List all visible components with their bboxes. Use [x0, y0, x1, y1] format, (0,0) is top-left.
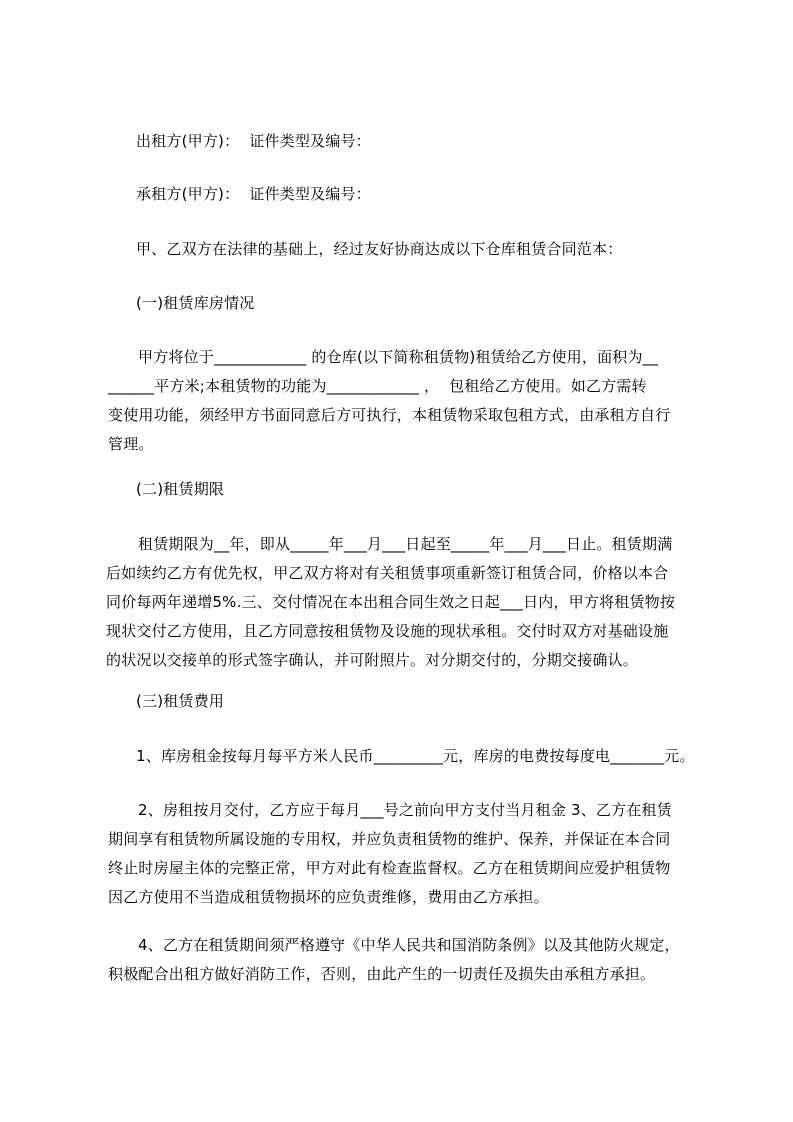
- lessee-header: 承租方(甲方)： 证件类型及编号：: [136, 185, 371, 203]
- rent-item-4-line: 积极配合出租方做好消防工作，否则，由此产生的一切责任及损失由承租方承担。: [108, 965, 656, 983]
- section1-line: 变使用功能，须经甲方书面同意后方可执行，本租赁物采取包租方式，由承租方自行: [108, 406, 671, 424]
- rent-item-4-paragraph: [108, 931, 680, 989]
- intro-paragraph: 甲、乙双方在法律的基础上，经过友好协商达成以下仓库租赁合同范本：: [136, 240, 623, 258]
- rent-item-1: 1、库房租金按每月每平方米人民币_________元，库房的电费按每度电_______元。: [136, 747, 695, 765]
- rent-item-2-line: 终止时房屋主体的完整正常，甲方对此有检查监督权。乙方在租赁期间应爱护租赁物: [108, 859, 671, 877]
- section2-line: 同价每两年递增5%.三、交付情况在本出租合同生效之日起___日内，甲方将租赁物按: [106, 593, 676, 611]
- rent-item-2-line: 2、房租按月交付，乙方应于每月___号之前向甲方支付当月租金 3、乙方在租赁: [138, 801, 672, 819]
- section2-line: 后如续约乙方有优先权，甲乙双方将对有关租赁事项重新签订租赁合同，价格以本合: [106, 564, 669, 582]
- rent-item-2-paragraph: [108, 796, 672, 912]
- rent-item-2-line: 期间享有租赁物所属设施的专用权，并应负责租赁物的维护、保养，并保证在本合同: [108, 830, 671, 848]
- section2-line: 租赁期限为__年，即从_____年___月___日起至_____年___月___日止。租赁期满: [138, 535, 673, 553]
- lessor-header: 出租方(甲方)： 证件类型及编号：: [136, 132, 371, 150]
- section2-line: 现状交付乙方使用，且乙方同意按租赁物及设施的现状承租。交付时双方对基础设施: [106, 622, 669, 640]
- section1-line: ______平方米;本租赁物的功能为____________ ， 包租给乙方使用。如乙方需转: [108, 377, 647, 395]
- section1-line: 甲方将位于____________ 的仓库(以下简称租赁物)租赁给乙方使用，面积为__: [138, 348, 659, 366]
- section2-paragraph: [106, 530, 675, 675]
- section1-title: (一)租赁库房情况: [136, 294, 255, 312]
- rent-item-2-line: 因乙方使用不当造成租赁物损坏的应负责维修，费用由乙方承担。: [108, 888, 549, 906]
- section1-paragraph: [108, 343, 670, 459]
- section1-line: 管理。: [108, 435, 154, 453]
- section2-line: 的状况以交接单的形式签字确认，并可附照片。对分期交付的，分期交接确认。: [106, 651, 639, 669]
- section3-title: (三)租赁费用: [136, 692, 225, 710]
- rent-item-4-line: 4、乙方在租赁期间须严格遵守《中华人民共和国消防条例》以及其他防火规定，: [138, 936, 680, 954]
- section2-title: (二)租赁期限: [136, 480, 225, 498]
